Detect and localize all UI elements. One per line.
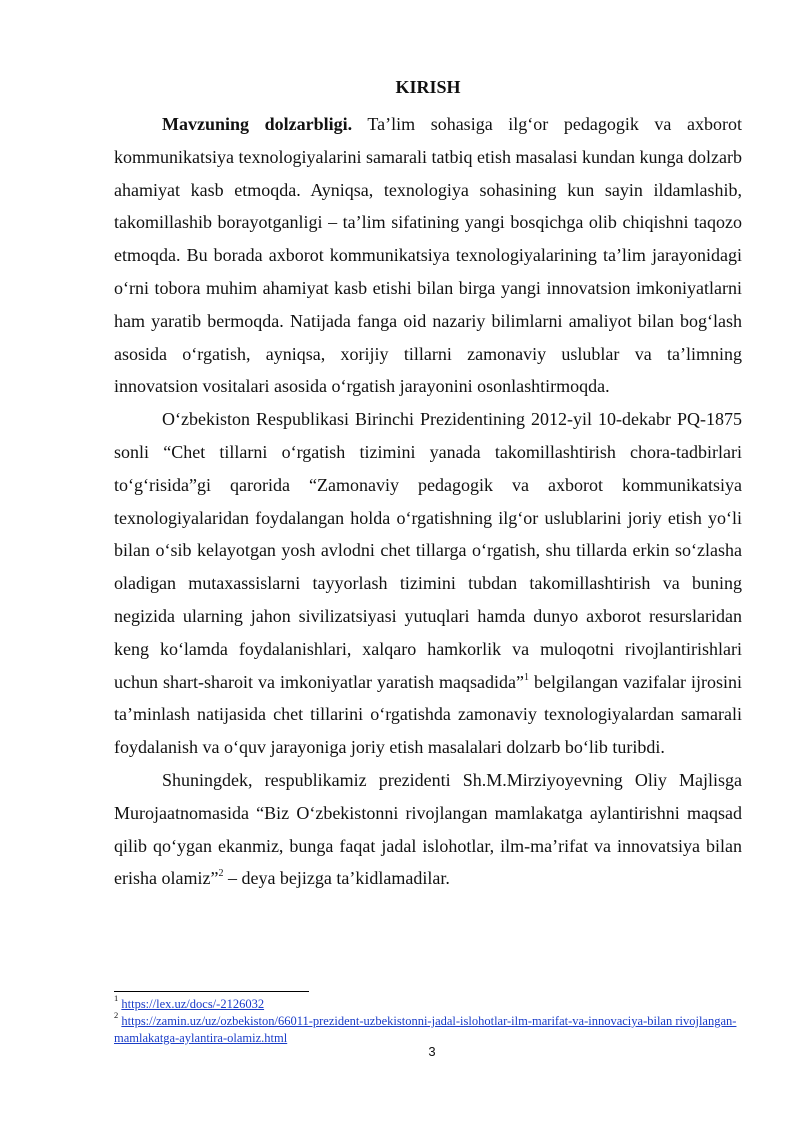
body-text	[114, 108, 742, 895]
footnote-2-number: 2	[114, 1009, 119, 1020]
footnote-2-link[interactable]: https://zamin.uz/uz/ozbekiston/66011-prezident-uzbekistonni-jadal-islohotlar-ilm-marifat-va-innovaciya-bilan rivojlangan-mamlakatga-aylantira-olamiz.html	[114, 1014, 737, 1045]
footnote-1	[114, 992, 744, 1013]
paragraph-3	[114, 764, 742, 895]
footnotes	[114, 992, 744, 1047]
section-heading: KIRISH	[395, 77, 461, 97]
footnote-ref-2[interactable]: 2	[218, 868, 224, 880]
paragraph-2-text-b: belgilangan vazifalar ijrosini ta’minlash natijasida chet tillarini o‘rgatishda zamonaviy texnologiyalardan samarali foydalanish va o‘quv jarayoniga joriy etish masalalari dolzarb bo‘lib turibdi.	[114, 671, 742, 758]
paragraph-3-text-b: – deya bejizga ta’kidlamadilar.	[223, 868, 450, 889]
footnote-2	[114, 1009, 744, 1047]
footnote-ref-1[interactable]: 1	[524, 671, 529, 683]
paragraph-1	[114, 108, 742, 403]
paragraph-2	[114, 403, 742, 764]
paragraph-1-text: Ta’lim sohasiga ilg‘or pedagogik va axborot kommunikatsiya texnologiyalarini samarali tatbiq etish masalasi kundan kunga dolzarb ahamiyat kasb etmoqda. Ayniqsa, texnologiya sohasining kun sayin ildamlashib, takomillashib borayotganligi – ta’lim sifatining yangi bosqichga olib chiqishni taqozo etmoqda. Bu borada axborot kommunikatsiya texnologiyalarining ta’lim jarayonidagi o‘rni tobora muhim ahamiyat kasb etishi bilan birga yangi innovatsion imkoniyatlarni ham yaratib bermoqda. Natijada fanga oid nazariy bilimlarni amaliyot bilan bog‘lash asosida o‘rgatish, ayniqsa, xorijiy tillarni zamonaviy uslublar va ta’limning innovatsion vositalari asosida o‘rgatish jarayonini osonlashtirmoqda.	[114, 114, 742, 397]
footnote-1-number: 1	[114, 992, 119, 1003]
footnote-1-link[interactable]: https://lex.uz/docs/-2126032	[121, 997, 265, 1011]
footnote-separator	[114, 991, 309, 992]
paragraph-1-lead: Mavzuning dolzarbligi.	[162, 114, 353, 134]
paragraph-2-text-a: O‘zbekiston Respublikasi Birinchi Prezidentining 2012-yil 10-dekabr PQ-1875 sonli “Chet tillarni o‘rgatish tizimini yanada takomillashtirish chora-tadbirlari to‘g‘risida”gi qarorida “Zamonaviy pedagogik va axborot kommunikatsiya texnologiyalaridan foydalangan holda o‘rgatishning ilg‘or uslublarini joriy etish yo‘li bilan o‘sib kelayotgan yosh avlodni chet tillarga o‘rgatish, shu tillarda erkin so‘zlasha oladigan mutaxassislarni tayyorlash tizimini tubdan takomillashtirish va buning negizida ularning jahon sivilizatsiyasi yutuqlari hamda dunyo axborot resurslaridan keng ko‘lamda foydalanishlari, xalqaro hamkorlik va muloqotni rivojlantirishlari uchun shart-sharoit va imkoniyatlar yaratish maqsadida”	[114, 409, 742, 692]
page-number: 3	[428, 1044, 436, 1059]
paragraph-3-text-a: Shuningdek, respublikamiz prezidenti Sh.M.Mirziyoyevning Oliy Majlisga Murojaatnomasida “Biz O‘zbekistonni rivojlangan mamlakatga aylantirishni maqsad qilib qo‘ygan ekanmiz, bunga faqat jadal islohotlar, ilm-ma’rifat va innovatsiya bilan erisha olamiz”	[114, 769, 742, 889]
